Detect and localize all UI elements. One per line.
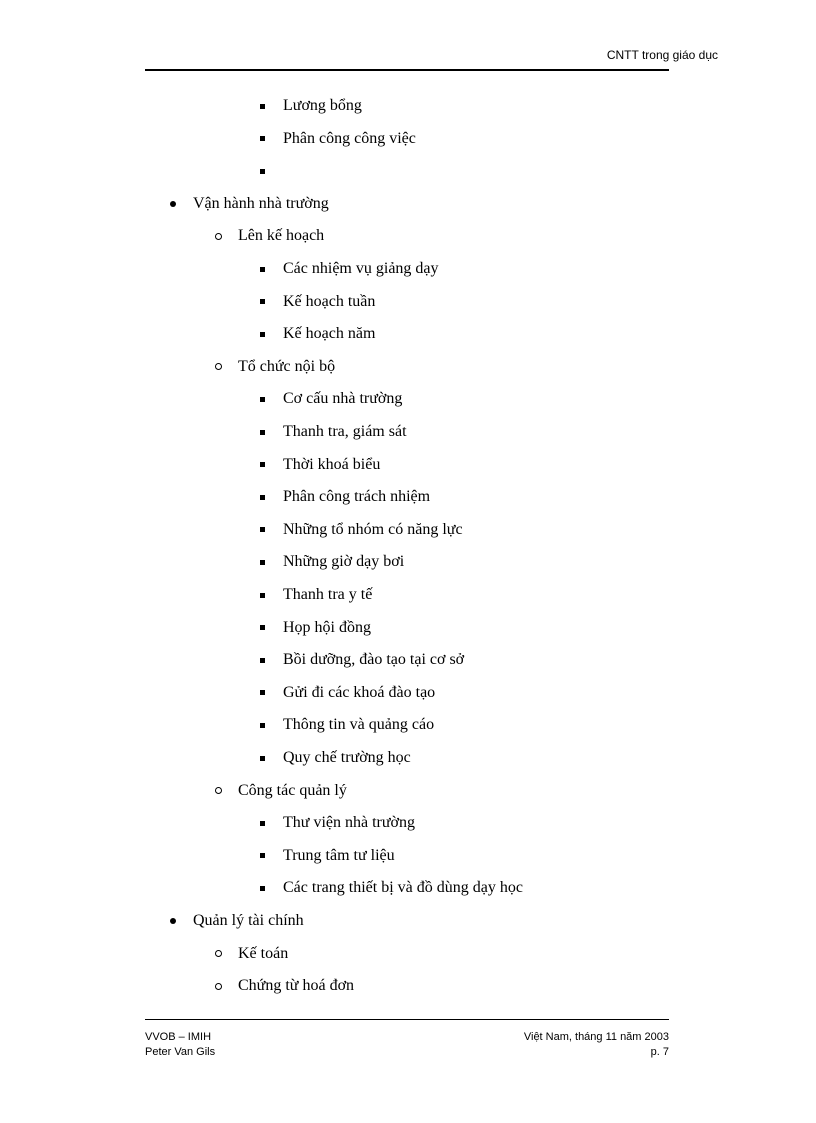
list-item-level-1: Vận hành nhà trường <box>193 194 329 212</box>
bullet-square-icon <box>260 853 265 858</box>
bullet-circle-icon <box>215 983 222 990</box>
footer-date: Việt Nam, tháng 11 năm 2003 <box>523 1031 669 1043</box>
bullet-square-icon <box>260 821 265 826</box>
list-item-level-3: Họp hội đồng <box>283 618 371 636</box>
list-item-level-3: Những giờ dạy bơi <box>283 553 405 571</box>
footer-org: VVOB – IMIH <box>145 1031 212 1043</box>
list-item-level-2: Công tác quản lý <box>238 781 347 799</box>
footer-rule <box>145 1019 669 1020</box>
list-item-level-3: Cơ cấu nhà trường <box>283 390 403 408</box>
list-item-level-3: Thông tin và quảng cáo <box>283 716 435 734</box>
list-item-level-3: Các trang thiết bị và đồ dùng dạy học <box>283 879 523 897</box>
bullet-square-icon <box>260 430 265 435</box>
bullet-square-icon <box>260 462 265 467</box>
bullet-square-icon <box>260 527 265 532</box>
list-item-level-3: Thời khoá biểu <box>283 455 381 473</box>
list-item-level-1: Quản lý tài chính <box>193 912 304 929</box>
bullet-circle-icon <box>215 950 222 957</box>
list-item-level-3: Phân công trách nhiệm <box>283 488 431 506</box>
footer-author: Peter Van Gils <box>145 1046 216 1058</box>
bullet-square-icon <box>260 690 265 695</box>
bullet-square-icon <box>260 495 265 500</box>
list-item-level-3: Phân công công việc <box>283 129 416 147</box>
list-item-level-3: Thư viện nhà trường <box>283 814 415 832</box>
bullet-square-icon <box>260 299 265 304</box>
bullet-circle-icon <box>215 787 222 794</box>
bullet-square-icon <box>260 332 265 337</box>
bullet-square-icon <box>260 886 265 891</box>
bullet-disc-icon <box>170 918 176 924</box>
bullet-circle-icon <box>215 363 222 370</box>
bullet-square-icon <box>260 136 265 141</box>
header-title: CNTT trong giáo dục <box>606 48 718 62</box>
bullet-disc-icon <box>170 201 176 207</box>
list-item-level-3: Kế hoạch tuần <box>283 292 376 310</box>
list-item-level-3: Bồi dưỡng, đào tạo tại cơ sở <box>283 651 465 669</box>
footer-page-number: p. 7 <box>650 1046 669 1058</box>
list-item-level-3: Thanh tra y tế <box>283 586 373 603</box>
bullet-square-icon <box>260 169 265 174</box>
header-rule <box>145 69 669 71</box>
bullet-square-icon <box>260 593 265 598</box>
list-item-level-3: Những tổ nhóm có năng lực <box>283 520 463 538</box>
bullet-circle-icon <box>215 233 222 240</box>
list-item-level-2: Tổ chức nội bộ <box>238 357 336 375</box>
bullet-square-icon <box>260 658 265 663</box>
list-item-level-3: Trung tâm tư liệu <box>283 846 395 864</box>
list-item-level-3: Các nhiệm vụ giảng dạy <box>283 260 439 277</box>
bullet-square-icon <box>260 104 265 109</box>
list-item-level-2: Lên kế hoạch <box>238 227 325 245</box>
list-item-level-3: Quy chế trường học <box>283 749 411 766</box>
bullet-square-icon <box>260 267 265 272</box>
list-item-level-3: Kế hoạch năm <box>283 325 376 343</box>
list-item-level-3: Lương bổng <box>283 97 362 114</box>
list-item-level-2: Kế toán <box>238 944 289 962</box>
bullet-square-icon <box>260 625 265 630</box>
list-item-level-3: Gửi đi các khoá đào tạo <box>283 683 436 701</box>
list-item-level-3: Thanh tra, giám sát <box>283 423 407 440</box>
list-item-level-2: Chứng từ hoá đơn <box>238 977 355 995</box>
bullet-square-icon <box>260 756 265 761</box>
bullet-square-icon <box>260 723 265 728</box>
bullet-square-icon <box>260 397 265 402</box>
bullet-square-icon <box>260 560 265 565</box>
